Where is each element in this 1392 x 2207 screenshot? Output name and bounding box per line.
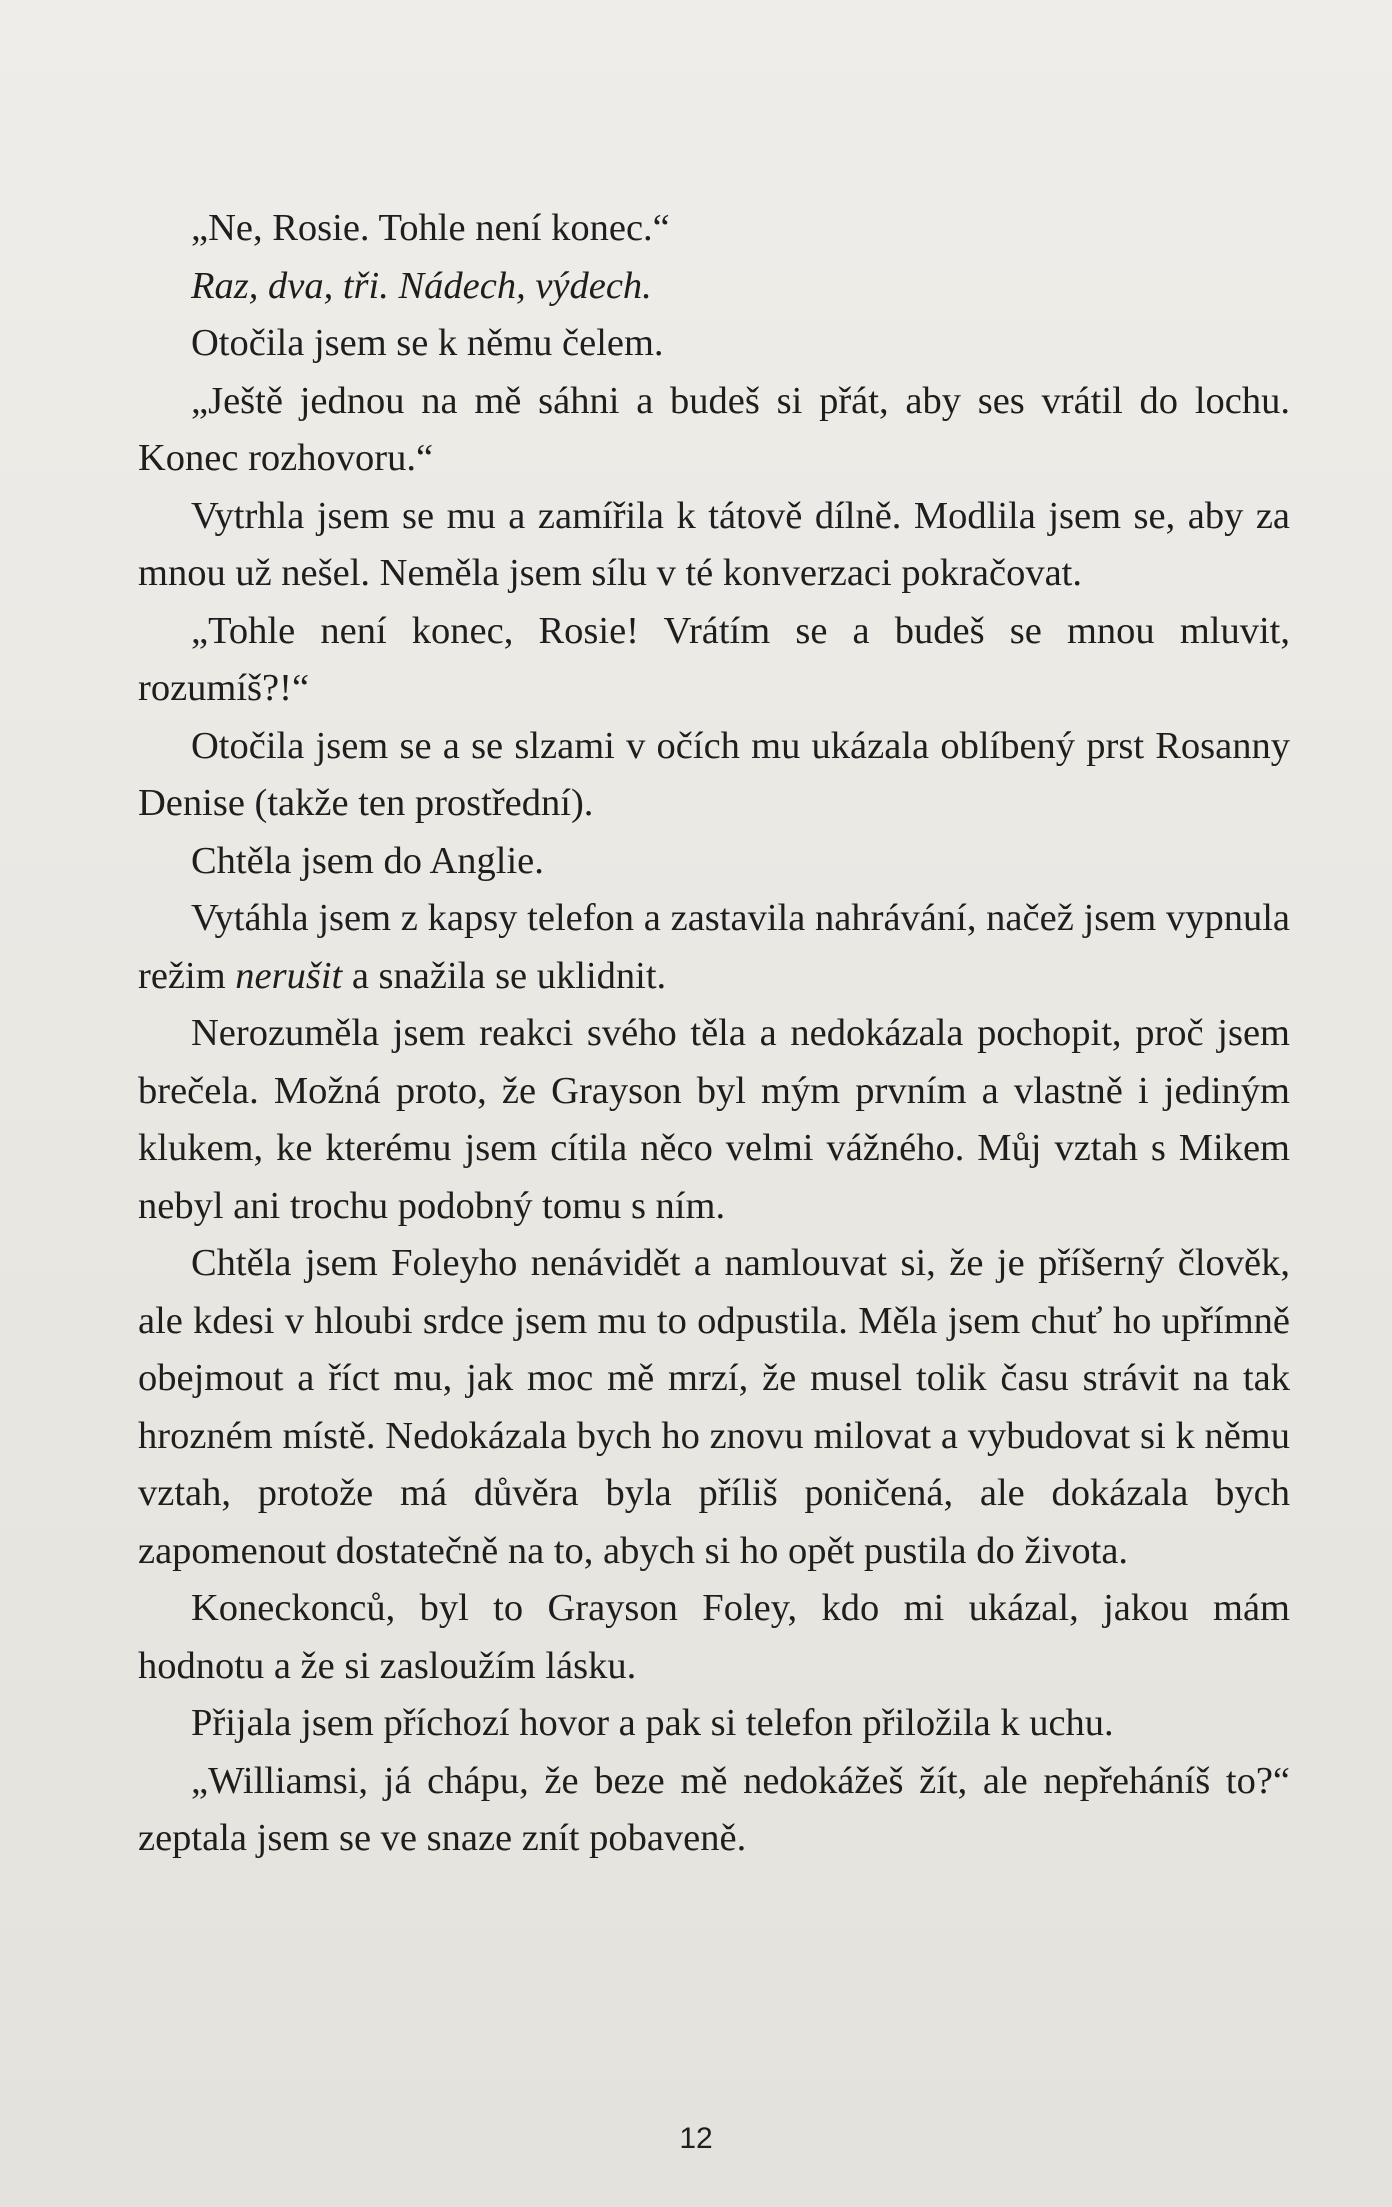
paragraph: Otočila jsem se k němu čelem. bbox=[191, 322, 664, 364]
emphasized-word: nerušit bbox=[235, 954, 343, 997]
paragraph: Chtěla jsem Foleyho nenávidět a namlouvat si, že je příšerný člověk, ale kdesi v hloubi srdce jsem mu to odpustila. Měla jsem chuť ho upřímně obejmout a říct mu, jak moc mě mrzí, že musel tolik času strávit na tak hrozném místě. Nedokázala bych ho znovu milovat a vybudovat si k němu vztah, protože má důvěra byla příliš poničená, ale dokázala bych zapomenout dostatečně na to, abych si ho opět pustila do života. bbox=[138, 1242, 1290, 1572]
paragraph: Chtěla jsem do Anglie. bbox=[191, 839, 544, 882]
paragraph-part: a snažila se uklidnit. bbox=[342, 954, 667, 997]
paragraph-with-emphasis bbox=[138, 890, 1290, 1005]
paragraph-part: Vytáhla jsem z kapsy telefon a zastavila nahrávání, načež jsem vypnula režim bbox=[138, 897, 1290, 997]
page-number: 12 bbox=[679, 2122, 713, 2155]
paragraph: Koneckonců, byl to Grayson Foley, kdo mi ukázal, jakou mám hodnotu a že si zasloužím lásku. bbox=[138, 1587, 1290, 1687]
paragraph: „Tohle není konec, Rosie! Vrátím se a budeš se mnou mluvit, rozumíš?!“ bbox=[138, 609, 1290, 709]
paragraph: Vytrhla jsem se mu a zamířila k tátově dílně. Modlila jsem se, aby za mnou už nešel. Neměla jsem sílu v té konverzaci pokračovat. bbox=[138, 494, 1290, 594]
paragraph: Přijala jsem příchozí hovor a pak si telefon přiložila k uchu. bbox=[191, 1702, 1114, 1744]
paragraph: Nerozuměla jsem reakci svého těla a nedokázala pochopit, proč jsem brečela. Možná proto, že Grayson byl mým prvním a vlastně i jediným klukem, ke kterému jsem cítila něco velmi vážného. Můj vztah s Mikem nebyl ani trochu podobný tomu s ním. bbox=[138, 1012, 1290, 1227]
paragraph: „Ne, Rosie. Tohle není konec.“ bbox=[191, 207, 670, 249]
page-body-text bbox=[138, 200, 1290, 1868]
paragraph: „Ještě jednou na mě sáhni a budeš si přát, aby ses vrátil do lochu. Konec rozhovoru.“ bbox=[138, 379, 1290, 479]
paragraph-italic: Raz, dva, tři. Nádech, výdech. bbox=[191, 264, 652, 307]
paragraph: „Williamsi, já chápu, že beze mě nedokážeš žít, ale nepřeháníš to?“ zeptala jsem se ve snaze znít pobaveně. bbox=[138, 1759, 1290, 1859]
paragraph: Otočila jsem se a se slzami v očích mu ukázala oblíbený prst Rosanny Denise (takže ten prostřední). bbox=[138, 724, 1290, 824]
